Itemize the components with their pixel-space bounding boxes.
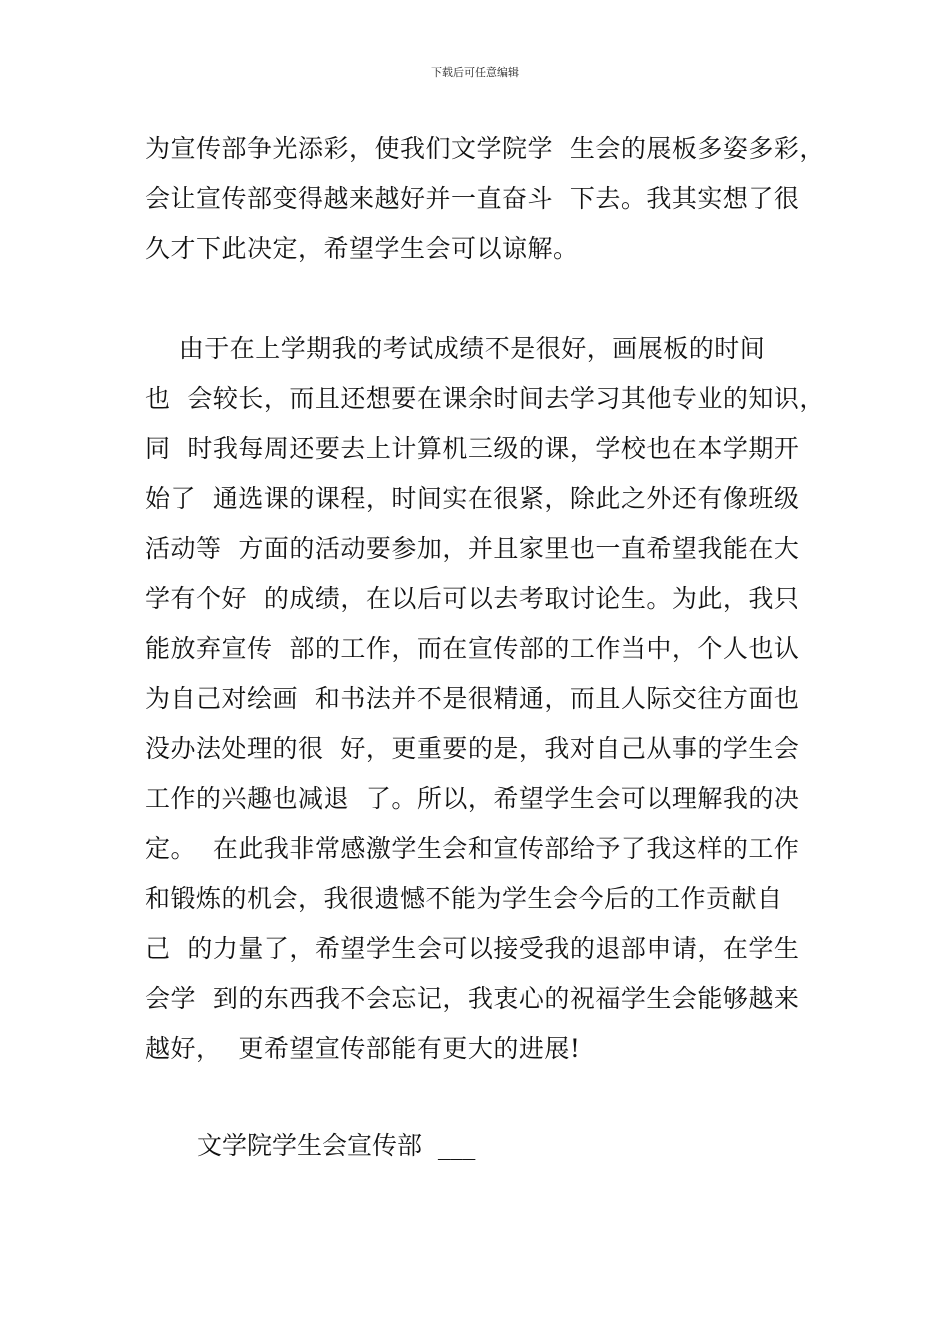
signature-line: 文学院学生会宣传部 ___ [197, 1131, 476, 1160]
text-line: 为自己对绘画 和书法并不是很精通，而且人际交往方面也 [145, 684, 800, 713]
text-line: 定。 在此我非常感激学生会和宣传部给予了我这样的工作 [145, 834, 800, 863]
text-line: 久才下此决定，希望学生会可以谅解。 [145, 234, 579, 263]
text-line: 会学 到的东西我不会忘记，我衷心的祝福学生会能够越来 [145, 984, 800, 1013]
text-line: 己 的力量了，希望学生会可以接受我的退部申请，在学生 [145, 934, 800, 963]
text-line: 工作的兴趣也减退 了。所以，希望学生会可以理解我的决 [145, 784, 800, 813]
page-header: 下载后可任意编辑 [431, 66, 519, 79]
text-line: 学有个好 的成绩，在以后可以去考取讨论生。为此，我只 [145, 584, 800, 613]
text-line: 和锻炼的机会，我很遗憾不能为学生会今后的工作贡献自 [145, 884, 783, 913]
text-line: 能放弃宣传 部的工作，而在宣传部的工作当中，个人也认 [145, 634, 800, 663]
text-line: 也 会较长，而且还想要在课余时间去学习其他专业的知识， [145, 384, 825, 413]
text-line: 没办法处理的很 好，更重要的是，我对自己从事的学生会 [145, 734, 800, 763]
text-line: 由于在上学期我的考试成绩不是很好，画展板的时间 [145, 334, 766, 363]
text-line: 会让宣传部变得越来越好并一直奋斗 下去。我其实想了很 [145, 184, 800, 213]
paragraph-2 [145, 324, 845, 1074]
text-line: 为宣传部争光添彩，使我们文学院学 生会的展板多姿多彩， [145, 134, 825, 163]
text-line: 越好， 更希望宣传部能有更大的进展! [145, 1034, 581, 1063]
text-line: 始了 通选课的课程，时间实在很紧，除此之外还有像班级 [145, 484, 800, 513]
text-line: 活动等 方面的活动要参加，并且家里也一直希望我能在大 [145, 534, 800, 563]
text-line: 同 时我每周还要去上计算机三级的课，学校也在本学期开 [145, 434, 800, 463]
paragraph-1 [145, 124, 845, 274]
